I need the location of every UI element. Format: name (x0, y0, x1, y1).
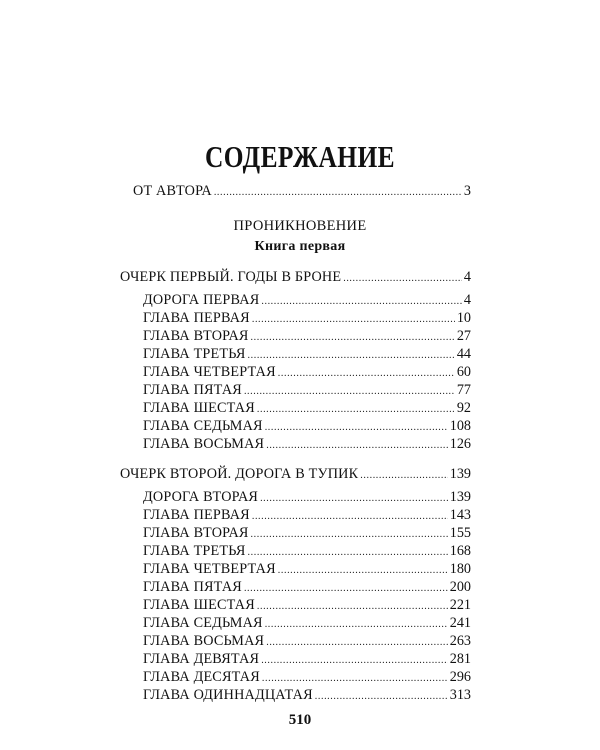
toc-entry-page: 44 (456, 346, 471, 362)
toc-entry-label: ГЛАВА ШЕСТАЯ (143, 597, 255, 613)
leader-dots (262, 670, 448, 687)
leader-dots (315, 688, 448, 705)
toc-entry-label: ГЛАВА ПЕРВАЯ (143, 310, 250, 326)
toc-entry-page: 263 (449, 633, 471, 649)
toc-entry-label: ГЛАВА ВТОРАЯ (143, 328, 249, 344)
leader-dots (261, 293, 462, 310)
toc-entry[interactable] (143, 436, 471, 453)
toc-entry-label: ДОРОГА ПЕРВАЯ (143, 292, 260, 308)
book-heading: Книга первая (254, 239, 346, 254)
toc-entry-page: 27 (456, 328, 471, 344)
toc-entry[interactable] (143, 507, 471, 524)
toc-entry[interactable] (143, 525, 471, 542)
toc-entry-page: 180 (449, 561, 471, 577)
leader-dots (248, 347, 455, 364)
toc-entry[interactable] (143, 328, 471, 345)
toc-entry-page: 143 (449, 507, 471, 523)
leader-dots (257, 401, 455, 418)
leader-dots (252, 508, 448, 525)
toc-entry-label: ОЧЕРК ПЕРВЫЙ. ГОДЫ В БРОНЕ (120, 269, 342, 285)
leader-dots (266, 437, 448, 454)
toc-entry-label: ГЛАВА ТРЕТЬЯ (143, 543, 246, 559)
leader-dots (214, 184, 462, 201)
toc-entry-page: 241 (449, 615, 471, 631)
toc-entry-page: 3 (463, 183, 471, 199)
toc-entry-label: ОЧЕРК ВТОРОЙ. ДОРОГА В ТУПИК (120, 466, 359, 482)
toc-entry-label: ГЛАВА ЧЕТВЕРТАЯ (143, 561, 276, 577)
leader-dots (260, 490, 448, 507)
toc-entry[interactable] (143, 400, 471, 417)
leader-dots (266, 634, 448, 651)
toc-entry[interactable] (143, 561, 471, 578)
toc-entry[interactable] (143, 543, 471, 560)
toc-entry-page: 108 (449, 418, 471, 434)
toc-entry[interactable] (143, 292, 471, 309)
toc-entry-page: 139 (449, 489, 471, 505)
toc-entry-essay-1[interactable] (120, 269, 471, 286)
toc-entry[interactable] (143, 364, 471, 381)
leader-dots (248, 544, 448, 561)
toc-entry-label: ГЛАВА ВОСЬМАЯ (143, 633, 265, 649)
toc-entry-page: 4 (463, 269, 471, 285)
toc-entry-label: ГЛАВА ПЯТАЯ (143, 382, 242, 398)
toc-entry-label: ГЛАВА ВОСЬМАЯ (143, 436, 265, 452)
toc-entry-page: 200 (449, 579, 471, 595)
toc-entry-page: 4 (463, 292, 471, 308)
leader-dots (244, 383, 455, 400)
leader-dots (251, 526, 448, 543)
toc-entry-page: 77 (456, 382, 471, 398)
toc-entry[interactable] (143, 633, 471, 650)
toc-entry[interactable] (143, 687, 471, 704)
leader-dots (244, 580, 448, 597)
toc-entry[interactable] (143, 651, 471, 668)
toc-entry-label: ГЛАВА ДЕВЯТАЯ (143, 651, 260, 667)
leader-dots (343, 270, 462, 287)
toc-entry-label: ГЛАВА ПЕРВАЯ (143, 507, 250, 523)
toc-entry[interactable] (143, 346, 471, 363)
leader-dots (278, 365, 455, 382)
leader-dots (265, 616, 448, 633)
leader-dots (360, 467, 447, 484)
toc-entry-essay-2[interactable] (120, 466, 471, 483)
toc-entry-label: ГЛАВА СЕДЬМАЯ (143, 615, 263, 631)
leader-dots (278, 562, 448, 579)
leader-dots (251, 329, 455, 346)
toc-entry-label: ГЛАВА СЕДЬМАЯ (143, 418, 263, 434)
toc-entry-label: ГЛАВА ТРЕТЬЯ (143, 346, 246, 362)
toc-entry-label: ГЛАВА ШЕСТАЯ (143, 400, 255, 416)
page-title: СОДЕРЖАНИЕ (204, 139, 396, 174)
toc-entry-label: ГЛАВА ВТОРАЯ (143, 525, 249, 541)
toc-entry-label: ОТ АВТОРА (133, 183, 212, 199)
toc-entry-page: 139 (449, 466, 471, 482)
toc-entry[interactable] (143, 615, 471, 632)
toc-entry-label: ГЛАВА ОДИННАДЦАТАЯ (143, 687, 313, 703)
toc-entry[interactable] (143, 597, 471, 614)
toc-entry[interactable] (143, 669, 471, 686)
toc-entry-preface[interactable] (133, 183, 471, 200)
toc-entry-page: 313 (449, 687, 471, 703)
toc-entry[interactable] (143, 579, 471, 596)
part-heading: ПРОНИКНОВЕНИЕ (233, 218, 367, 234)
toc-entry-page: 10 (456, 310, 471, 326)
toc-entry-label: ГЛАВА ДЕСЯТАЯ (143, 669, 260, 685)
leader-dots (261, 652, 448, 669)
toc-entry-page: 92 (456, 400, 471, 416)
toc-entry-page: 60 (456, 364, 471, 380)
toc-entry[interactable] (143, 489, 471, 506)
toc-entry-page: 168 (449, 543, 471, 559)
page-number: 510 (288, 712, 312, 728)
toc-entry[interactable] (143, 310, 471, 327)
toc-entry[interactable] (143, 418, 471, 435)
toc-entry-page: 281 (449, 651, 471, 667)
leader-dots (257, 598, 448, 615)
leader-dots (265, 419, 448, 436)
toc-entry[interactable] (143, 382, 471, 399)
toc-entry-page: 296 (449, 669, 471, 685)
toc-entry-page: 221 (449, 597, 471, 613)
toc-entry-label: ДОРОГА ВТОРАЯ (143, 489, 259, 505)
toc-entry-label: ГЛАВА ЧЕТВЕРТАЯ (143, 364, 276, 380)
toc-entry-label: ГЛАВА ПЯТАЯ (143, 579, 242, 595)
toc-entry-page: 126 (449, 436, 471, 452)
toc-entry-page: 155 (449, 525, 471, 541)
leader-dots (252, 311, 455, 328)
